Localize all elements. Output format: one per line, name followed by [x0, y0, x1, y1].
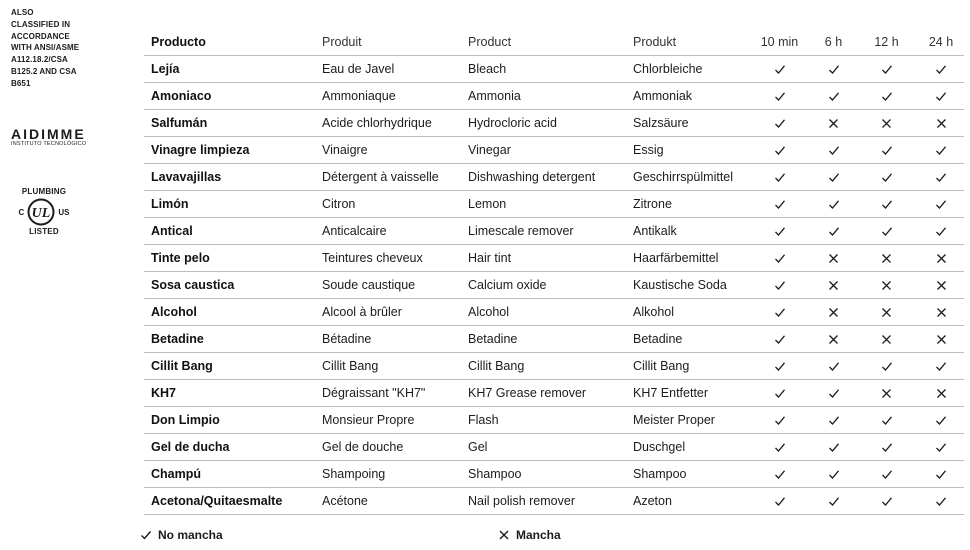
header-10min: 10 min [760, 34, 799, 49]
result-12h [855, 83, 918, 110]
result-10min [747, 272, 812, 299]
header-product: Product [468, 34, 512, 49]
ul-circle-icon [27, 198, 55, 226]
legend-no-mancha [140, 528, 223, 542]
product-es: KH7 [144, 380, 315, 407]
product-en: Shampoo [461, 461, 626, 488]
check-icon [881, 496, 893, 507]
product-es: Lejía [144, 56, 315, 83]
table-header-row [144, 28, 964, 56]
result-10min [747, 353, 812, 380]
table-row [144, 434, 964, 461]
product-en: Limescale remover [461, 218, 626, 245]
result-10min [747, 407, 812, 434]
table-row [144, 380, 964, 407]
product-es: Tinte pelo [144, 245, 315, 272]
product-es: Vinagre limpieza [144, 137, 315, 164]
product-de: Salzsäure [626, 110, 747, 137]
check-icon [935, 145, 947, 156]
product-fr: Cillit Bang [315, 353, 461, 380]
product-es: Lavavajillas [144, 164, 315, 191]
result-6h [812, 326, 855, 353]
check-icon [935, 226, 947, 237]
result-24h [918, 137, 964, 164]
result-12h [855, 488, 918, 515]
result-10min [747, 299, 812, 326]
product-fr: Vinaigre [315, 137, 461, 164]
cross-icon [881, 253, 892, 264]
result-24h [918, 56, 964, 83]
product-fr: Acétone [315, 488, 461, 515]
product-fr: Teintures cheveux [315, 245, 461, 272]
result-24h [918, 164, 964, 191]
ul-glyph: UL [31, 206, 51, 221]
product-de: KH7 Entfetter [626, 380, 747, 407]
cross-icon [498, 529, 510, 541]
table-row [144, 191, 964, 218]
product-de: Essig [626, 137, 747, 164]
result-12h [855, 272, 918, 299]
check-icon [828, 361, 840, 372]
product-es: Cillit Bang [144, 353, 315, 380]
chemical-resistance-table [144, 28, 964, 515]
table-row [144, 272, 964, 299]
result-24h [918, 272, 964, 299]
check-icon [774, 469, 786, 480]
cross-icon [881, 118, 892, 129]
result-12h [855, 218, 918, 245]
result-12h [855, 56, 918, 83]
result-12h [855, 164, 918, 191]
table-row [144, 299, 964, 326]
result-10min [747, 218, 812, 245]
ul-bottom-text: LISTED [29, 227, 59, 236]
result-6h [812, 164, 855, 191]
cross-icon [936, 118, 947, 129]
product-de: Cillit Bang [626, 353, 747, 380]
result-6h [812, 461, 855, 488]
cert-line: ALSO [11, 8, 34, 17]
table-row [144, 56, 964, 83]
check-icon [828, 226, 840, 237]
cross-icon [936, 280, 947, 291]
product-de: Haarfärbemittel [626, 245, 747, 272]
product-es: Acetona/Quitaesmalte [144, 488, 315, 515]
legend-x-label: Mancha [516, 528, 561, 542]
product-es: Don Limpio [144, 407, 315, 434]
product-en: Ammonia [461, 83, 626, 110]
product-fr: Eau de Javel [315, 56, 461, 83]
header-producto: Producto [151, 34, 206, 49]
certification-note [11, 7, 111, 90]
check-icon [828, 415, 840, 426]
result-24h [918, 488, 964, 515]
product-de: Chlorbleiche [626, 56, 747, 83]
result-6h [812, 191, 855, 218]
result-10min [747, 245, 812, 272]
product-en: Nail polish remover [461, 488, 626, 515]
check-icon [774, 334, 786, 345]
result-12h [855, 353, 918, 380]
cert-line: A112.18.2/CSA [11, 55, 68, 65]
check-icon [828, 172, 840, 183]
product-es: Alcohol [144, 299, 315, 326]
result-10min [747, 380, 812, 407]
check-icon [935, 64, 947, 75]
product-en: Bleach [461, 56, 626, 83]
table-row [144, 326, 964, 353]
product-de: Shampoo [626, 461, 747, 488]
check-icon [935, 469, 947, 480]
check-icon [774, 199, 786, 210]
result-6h [812, 407, 855, 434]
product-en: Gel [461, 434, 626, 461]
cross-icon [936, 307, 947, 318]
table-row [144, 83, 964, 110]
product-de: Betadine [626, 326, 747, 353]
cert-line: CLASSIFIED IN [11, 19, 71, 29]
result-12h [855, 407, 918, 434]
product-fr: Monsieur Propre [315, 407, 461, 434]
header-produkt: Produkt [633, 34, 677, 49]
product-de: Zitrone [626, 191, 747, 218]
check-icon [881, 91, 893, 102]
aidimme-name: AIDIMME [11, 126, 86, 142]
product-fr: Ammoniaque [315, 83, 461, 110]
table-row [144, 407, 964, 434]
check-icon [828, 91, 840, 102]
product-fr: Détergent à vaisselle [315, 164, 461, 191]
product-de: Geschirrspülmittel [626, 164, 747, 191]
result-10min [747, 110, 812, 137]
result-6h [812, 299, 855, 326]
ul-listed-mark [11, 187, 77, 237]
product-de: Duschgel [626, 434, 747, 461]
table-row [144, 218, 964, 245]
result-10min [747, 83, 812, 110]
product-fr: Soude caustique [315, 272, 461, 299]
product-en: Hair tint [461, 245, 626, 272]
cross-icon [881, 307, 892, 318]
cross-icon [936, 388, 947, 399]
product-de: Meister Proper [626, 407, 747, 434]
result-24h [918, 407, 964, 434]
result-12h [855, 461, 918, 488]
product-en: Betadine [461, 326, 626, 353]
product-en: Lemon [461, 191, 626, 218]
cert-line: WITH ANSI/ASME [11, 43, 80, 53]
product-es: Sosa caustica [144, 272, 315, 299]
product-en: Hydrocloric acid [461, 110, 626, 137]
product-fr: Bétadine [315, 326, 461, 353]
check-icon [774, 496, 786, 507]
check-icon [774, 64, 786, 75]
check-icon [881, 442, 893, 453]
check-icon [881, 415, 893, 426]
table-row [144, 488, 964, 515]
product-en: Alcohol [461, 299, 626, 326]
result-12h [855, 245, 918, 272]
check-icon [828, 145, 840, 156]
table-row [144, 245, 964, 272]
product-de: Kaustische Soda [626, 272, 747, 299]
check-icon [774, 253, 786, 264]
cross-icon [881, 334, 892, 345]
check-icon [881, 172, 893, 183]
ul-top-text: PLUMBING [21, 187, 67, 196]
header-12h: 12 h [874, 34, 899, 49]
check-icon [774, 145, 786, 156]
check-icon [881, 469, 893, 480]
result-12h [855, 434, 918, 461]
product-en: KH7 Grease remover [461, 380, 626, 407]
table-row [144, 110, 964, 137]
product-es: Gel de ducha [144, 434, 315, 461]
check-icon [881, 145, 893, 156]
product-de: Antikalk [626, 218, 747, 245]
product-fr: Citron [315, 191, 461, 218]
cert-line: B651 [11, 78, 31, 88]
check-icon [828, 64, 840, 75]
cert-line: ACCORDANCE [11, 31, 70, 41]
product-fr: Acide chlorhydrique [315, 110, 461, 137]
result-12h [855, 380, 918, 407]
ul-left-text: C [18, 207, 25, 217]
result-10min [747, 434, 812, 461]
result-6h [812, 56, 855, 83]
ul-right-text: US [58, 207, 70, 217]
header-produit: Produit [322, 34, 362, 49]
result-12h [855, 299, 918, 326]
product-fr: Alcool à brûler [315, 299, 461, 326]
check-icon [881, 64, 893, 75]
result-12h [855, 191, 918, 218]
result-24h [918, 380, 964, 407]
result-24h [918, 326, 964, 353]
result-24h [918, 434, 964, 461]
product-en: Dishwashing detergent [461, 164, 626, 191]
aidimme-subtitle: INSTITUTO TECNOLÓGICO [11, 141, 87, 147]
check-icon [774, 280, 786, 291]
product-de: Ammoniak [626, 83, 747, 110]
result-6h [812, 380, 855, 407]
product-fr: Shampoing [315, 461, 461, 488]
check-icon [774, 172, 786, 183]
result-6h [812, 83, 855, 110]
result-24h [918, 299, 964, 326]
check-icon [774, 442, 786, 453]
result-24h [918, 191, 964, 218]
cross-icon [828, 307, 839, 318]
product-en: Vinegar [461, 137, 626, 164]
check-icon [828, 496, 840, 507]
check-icon [774, 307, 786, 318]
result-24h [918, 218, 964, 245]
check-icon [828, 469, 840, 480]
check-icon [935, 91, 947, 102]
product-es: Limón [144, 191, 315, 218]
result-6h [812, 434, 855, 461]
result-10min [747, 137, 812, 164]
check-icon [828, 388, 840, 399]
result-24h [918, 245, 964, 272]
table-row [144, 137, 964, 164]
result-6h [812, 488, 855, 515]
product-en: Flash [461, 407, 626, 434]
cross-icon [881, 388, 892, 399]
cross-icon [828, 253, 839, 264]
result-6h [812, 110, 855, 137]
cross-icon [881, 280, 892, 291]
product-de: Azeton [626, 488, 747, 515]
product-fr: Gel de douche [315, 434, 461, 461]
product-es: Amoniaco [144, 83, 315, 110]
result-10min [747, 326, 812, 353]
cross-icon [936, 334, 947, 345]
result-10min [747, 461, 812, 488]
table-row [144, 461, 964, 488]
result-12h [855, 110, 918, 137]
product-en: Cillit Bang [461, 353, 626, 380]
check-icon [935, 442, 947, 453]
result-10min [747, 488, 812, 515]
result-6h [812, 245, 855, 272]
header-6h: 6 h [824, 34, 843, 49]
product-fr: Dégraissant "KH7" [315, 380, 461, 407]
check-icon [774, 91, 786, 102]
product-es: Salfumán [144, 110, 315, 137]
result-10min [747, 56, 812, 83]
check-icon [774, 118, 786, 129]
result-12h [855, 137, 918, 164]
check-icon [828, 199, 840, 210]
cross-icon [828, 118, 839, 129]
table-row [144, 353, 964, 380]
result-10min [747, 164, 812, 191]
product-es: Champú [144, 461, 315, 488]
cross-icon [828, 334, 839, 345]
cross-icon [828, 280, 839, 291]
cross-icon [936, 253, 947, 264]
cert-line: B125.2 AND CSA [11, 66, 77, 76]
result-6h [812, 137, 855, 164]
product-de: Alkohol [626, 299, 747, 326]
product-en: Calcium oxide [461, 272, 626, 299]
table-row [144, 164, 964, 191]
check-icon [935, 361, 947, 372]
check-icon [828, 442, 840, 453]
result-10min [747, 191, 812, 218]
check-icon [140, 529, 152, 541]
check-icon [935, 415, 947, 426]
header-24h: 24 h [928, 34, 954, 49]
result-24h [918, 83, 964, 110]
legend-mancha [498, 528, 561, 542]
product-es: Antical [144, 218, 315, 245]
check-icon [935, 199, 947, 210]
check-icon [935, 496, 947, 507]
result-24h [918, 110, 964, 137]
result-24h [918, 461, 964, 488]
product-es: Betadine [144, 326, 315, 353]
product-fr: Anticalcaire [315, 218, 461, 245]
result-24h [918, 353, 964, 380]
check-icon [935, 172, 947, 183]
check-icon [881, 199, 893, 210]
check-icon [774, 388, 786, 399]
result-6h [812, 218, 855, 245]
check-icon [881, 361, 893, 372]
result-6h [812, 353, 855, 380]
legend-ok-label: No mancha [158, 528, 223, 542]
check-icon [774, 361, 786, 372]
result-12h [855, 326, 918, 353]
result-6h [812, 272, 855, 299]
check-icon [881, 226, 893, 237]
check-icon [774, 415, 786, 426]
aidimme-logo [11, 127, 86, 148]
check-icon [774, 226, 786, 237]
